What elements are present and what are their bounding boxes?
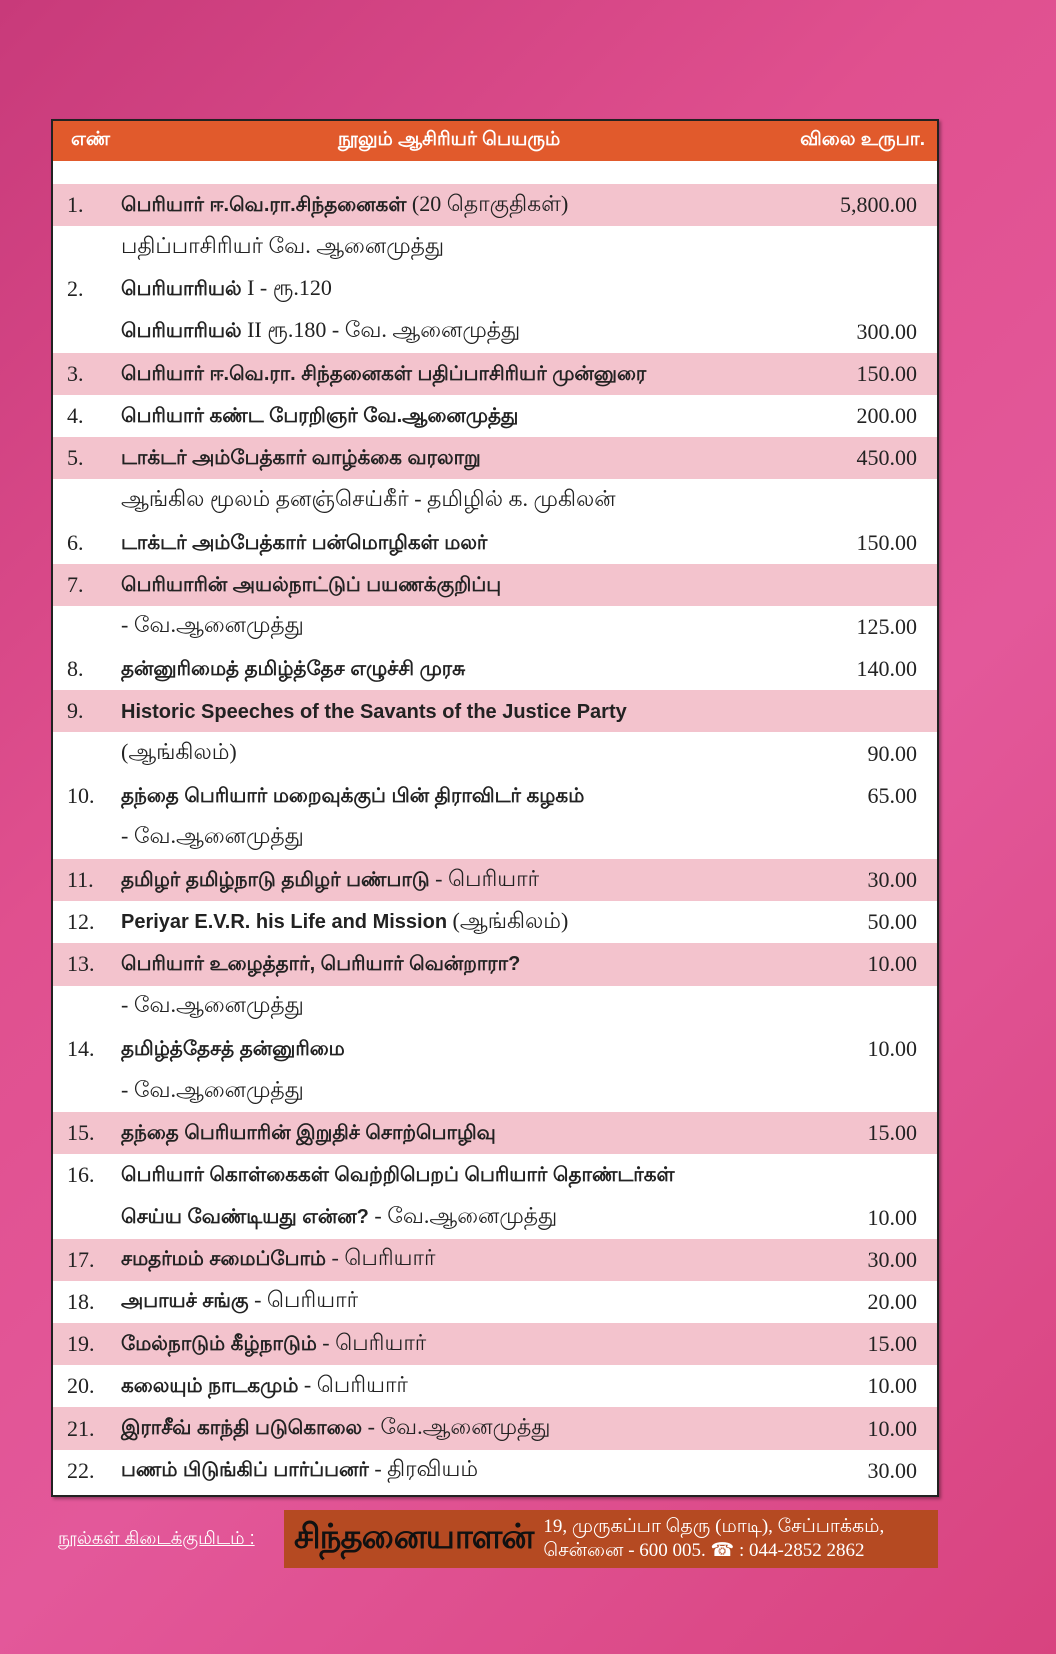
- item-text: [121, 698, 627, 724]
- item-price: 300.00: [856, 318, 917, 344]
- availability-label: நூல்கள் கிடைக்குமிடம் :: [58, 1528, 255, 1548]
- item-title: பணம் பிடுங்கிப் பார்ப்பனர்: [121, 1459, 369, 1482]
- item-text: [121, 1161, 675, 1189]
- address-line-2: சென்னை - 600 005. ☎ : 044-2852 2862: [543, 1540, 865, 1561]
- item-title: பெரியாரியல்: [121, 320, 242, 343]
- item-number: 6.: [67, 529, 84, 555]
- table-row: [53, 1197, 937, 1239]
- item-text: [121, 360, 646, 388]
- item-text: [121, 1077, 304, 1106]
- item-number: 17.: [67, 1246, 95, 1272]
- table-row: [53, 564, 937, 606]
- item-detail: - பெரியார்: [298, 1371, 408, 1397]
- table-row: [53, 184, 937, 226]
- item-price: 10.00: [867, 1373, 917, 1399]
- item-detail: (20 தொகுதிகள்): [406, 190, 569, 216]
- item-number: 15.: [67, 1120, 95, 1146]
- item-title: பெரியாரின் அயல்நாட்டுப் பயணக்குறிப்பு: [121, 573, 502, 596]
- item-price: 10.00: [867, 1204, 917, 1230]
- item-text: [121, 739, 237, 768]
- item-number: 13.: [67, 951, 95, 977]
- item-price: 30.00: [867, 1246, 917, 1272]
- item-detail: - திரவியம்: [368, 1456, 479, 1482]
- item-title: சமதர்மம் சமைப்போம்: [121, 1248, 326, 1271]
- item-text: [121, 1119, 496, 1147]
- item-number: 1.: [67, 192, 84, 218]
- item-price: 10.00: [867, 951, 917, 977]
- item-text: [121, 191, 568, 220]
- item-detail: (ஆங்கிலம்): [447, 907, 569, 933]
- item-text: [121, 402, 518, 430]
- item-title: கலையும் நாடகமும்: [121, 1374, 299, 1397]
- item-title: அபாயச் சங்கு: [121, 1290, 249, 1313]
- item-number: 9.: [67, 698, 84, 724]
- item-title: பெரியார் உழைத்தார், பெரியார் வென்றாரா?: [121, 953, 521, 976]
- item-text: [121, 529, 487, 557]
- item-detail: - வே.ஆனைமுத்து: [121, 992, 304, 1018]
- item-title: தந்தை பெரியாரின் இறுதிச் சொற்பொழிவு: [121, 1122, 496, 1145]
- item-title: தந்தை பெரியார் மறைவுக்குப் பின் திராவிடர் கழகம்: [121, 784, 585, 807]
- item-title: மேல்நாடும் கீழ்நாடும்: [121, 1332, 317, 1355]
- table-row: [53, 606, 937, 648]
- item-text: [121, 1330, 426, 1359]
- item-price: 10.00: [867, 1415, 917, 1441]
- item-text: [121, 1287, 358, 1316]
- item-title: பெரியார் ஈ.வெ.ரா. சிந்தனைகள் பதிப்பாசிரியர் முன்னுரை: [121, 362, 647, 385]
- item-text: [121, 866, 539, 895]
- item-number: 22.: [67, 1457, 95, 1483]
- item-price: 5,800.00: [840, 192, 917, 218]
- item-number: 3.: [67, 360, 84, 386]
- table-row: [53, 353, 937, 395]
- item-number: 11.: [67, 867, 94, 893]
- table-row: [53, 1281, 937, 1323]
- item-number: 8.: [67, 656, 84, 682]
- item-price: 200.00: [856, 403, 917, 429]
- table-row: [53, 690, 937, 732]
- item-text: [121, 1035, 345, 1063]
- item-number: 20.: [67, 1373, 95, 1399]
- item-detail: - வே.ஆனைமுத்து: [121, 823, 304, 849]
- item-detail: - பெரியார்: [248, 1287, 359, 1313]
- table-row: [53, 1070, 937, 1112]
- item-detail: ஆங்கில மூலம் தனஞ்செய்கீர் - தமிழில் க. முகிலன்: [121, 485, 616, 511]
- table-row: [53, 1154, 937, 1196]
- table-row: [53, 437, 937, 479]
- item-title: டாக்டர் அம்பேத்கார் பன்மொழிகள் மலர்: [121, 531, 488, 554]
- item-price: 150.00: [856, 360, 917, 386]
- item-number: 19.: [67, 1331, 95, 1357]
- item-price: 150.00: [856, 529, 917, 555]
- item-text: [121, 1456, 478, 1485]
- item-number: 7.: [67, 571, 84, 597]
- item-text: [121, 1372, 408, 1401]
- item-number: 4.: [67, 403, 84, 429]
- table-row: [53, 268, 937, 310]
- table-row: [53, 1028, 937, 1070]
- table-row: [53, 1407, 937, 1449]
- table-row: [53, 732, 937, 774]
- table-header: [53, 121, 937, 161]
- item-detail: பதிப்பாசிரியர் வே. ஆனைமுத்து: [121, 232, 445, 258]
- table-row: [53, 986, 937, 1028]
- item-text: [121, 823, 304, 852]
- item-number: 2.: [67, 276, 84, 302]
- item-title: பெரியாரியல்: [121, 277, 242, 300]
- item-title: பெரியார் கொள்கைகள் வெற்றிபெறப் பெரியார் தொண்டர்கள்: [121, 1164, 675, 1187]
- item-text: [121, 444, 481, 472]
- item-text: [121, 782, 584, 810]
- table-row: [53, 1112, 937, 1154]
- table-row: [53, 522, 937, 564]
- item-title: தமிழ்த்தேசத் தன்னுரிமை: [121, 1037, 345, 1060]
- item-number: 10.: [67, 782, 95, 808]
- item-title: செய்ய வேண்டியது என்ன?: [121, 1206, 369, 1229]
- item-price: 15.00: [867, 1120, 917, 1146]
- table-row: [53, 817, 937, 859]
- item-title: தமிழர் தமிழ்நாடு தமிழர் பண்பாடு: [121, 868, 430, 891]
- item-text: [121, 992, 304, 1021]
- table-row: [53, 1239, 937, 1281]
- table-row: [53, 1323, 937, 1365]
- item-detail: I - ரூ.120: [241, 274, 332, 300]
- item-price: 140.00: [856, 656, 917, 682]
- item-text: [121, 233, 444, 262]
- item-price: 125.00: [856, 613, 917, 639]
- item-number: 5.: [67, 445, 84, 471]
- item-price: 15.00: [867, 1331, 917, 1357]
- item-number: 12.: [67, 909, 95, 935]
- item-detail: (ஆங்கிலம்): [121, 739, 237, 765]
- table-row: [53, 775, 937, 817]
- item-detail: - வே.ஆனைமுத்து: [121, 612, 304, 638]
- item-price: 30.00: [867, 867, 917, 893]
- item-text: [121, 655, 465, 683]
- item-text: [121, 571, 501, 599]
- item-title: தன்னுரிமைத் தமிழ்த்தேச எழுச்சி முரசு: [121, 658, 466, 681]
- item-text: [121, 486, 616, 515]
- item-price: 30.00: [867, 1457, 917, 1483]
- table-row: [53, 859, 937, 901]
- item-text: [121, 275, 332, 304]
- item-detail: - வே.ஆனைமுத்து: [368, 1203, 558, 1229]
- table-row: [53, 943, 937, 985]
- item-detail: - பெரியார்: [326, 1245, 436, 1271]
- item-title: பெரியார் ஈ.வெ.ரா.சிந்தனைகள்: [121, 193, 407, 216]
- publisher-name: சிந்தனையாளன்: [294, 1517, 534, 1556]
- table-row: [53, 1450, 937, 1492]
- item-number: 18.: [67, 1288, 95, 1314]
- header-price: விலை உருபா.: [800, 129, 925, 150]
- table-row: [53, 648, 937, 690]
- item-title: டாக்டர் அம்பேத்கார் வாழ்க்கை வரலாறு: [121, 447, 481, 470]
- item-text: [121, 317, 520, 346]
- item-number: 14.: [67, 1035, 95, 1061]
- item-text: [121, 1414, 550, 1443]
- item-price: 450.00: [856, 445, 917, 471]
- address-line-1: 19, முருகப்பா தெரு (மாடி), சேப்பாக்கம்,: [543, 1516, 885, 1537]
- header-number: எண்: [71, 129, 111, 150]
- item-number: 16.: [67, 1162, 95, 1188]
- table-row: [53, 901, 937, 943]
- item-number: 21.: [67, 1415, 95, 1441]
- publisher-box: [284, 1510, 938, 1568]
- table-row: [53, 311, 937, 353]
- item-detail: - பெரியார்: [316, 1329, 427, 1355]
- item-text: [121, 908, 568, 937]
- item-detail: - பெரியார்: [429, 865, 540, 891]
- item-text: [121, 1203, 557, 1232]
- item-price: 50.00: [867, 909, 917, 935]
- item-price: 90.00: [867, 740, 917, 766]
- table-body: [53, 184, 937, 1492]
- publisher-address: [543, 1515, 884, 1563]
- item-title: இராசீவ் காந்தி படுகொலை: [121, 1417, 363, 1440]
- item-title: Periyar E.V.R. his Life and Mission: [121, 910, 448, 933]
- item-detail: - வே.ஆனைமுத்து: [121, 1076, 304, 1102]
- header-title: நூலும் ஆசிரியர் பெயரும்: [338, 129, 561, 150]
- item-price: 20.00: [867, 1288, 917, 1314]
- item-price: 65.00: [867, 782, 917, 808]
- table-row: [53, 479, 937, 521]
- book-price-table: [51, 119, 939, 1497]
- item-title: Historic Speeches of the Savants of the Justice Party: [121, 701, 627, 724]
- table-row: [53, 1365, 937, 1407]
- item-text: [121, 950, 520, 978]
- item-price: 10.00: [867, 1035, 917, 1061]
- item-title: பெரியார் கண்ட பேரறிஞர் வே.ஆனைமுத்து: [121, 405, 519, 428]
- table-row: [53, 395, 937, 437]
- item-detail: - வே.ஆனைமுத்து: [362, 1414, 551, 1440]
- item-text: [121, 612, 304, 641]
- table-row: [53, 226, 937, 268]
- item-text: [121, 1245, 436, 1274]
- item-detail: II ரூ.180 - வே. ஆனைமுத்து: [241, 317, 521, 343]
